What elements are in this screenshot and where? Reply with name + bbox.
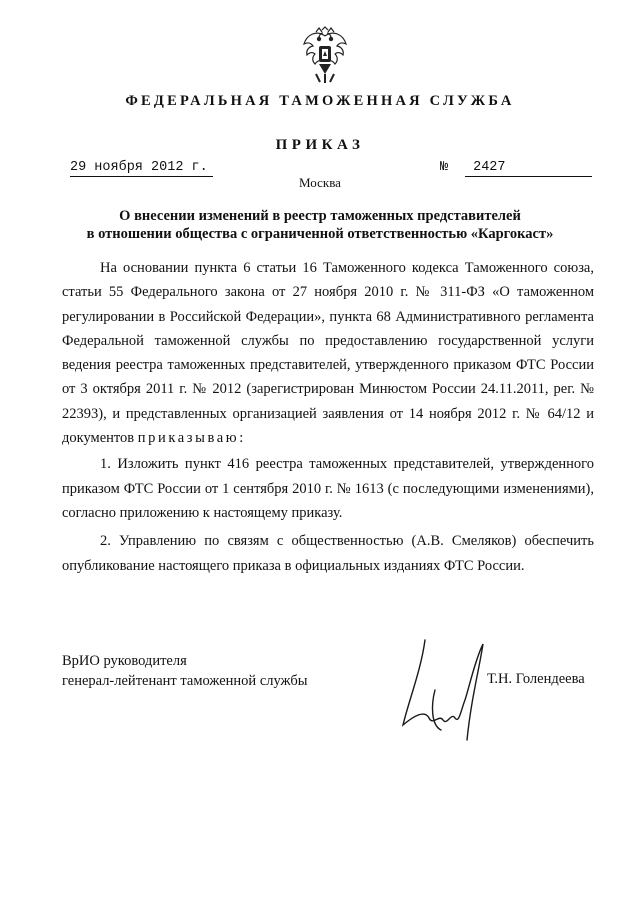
preamble-text: На основании пункта 6 статьи 16 Таможенного кодекса Таможенного союза, статьи 55 Федерального закона от 27 ноября 2010 г. № 311-ФЗ «О таможенном регулировании в Российской Федерации», пункта 68 Административного регламента Федеральной таможенной службы по предоставлению государственной услуги ведения реестра таможенных представителей, утвержденного приказом ФТС России от 3 октября 2011 г. № 2012 (зарегистрирован Минюстом России 24.11.2011, рег. № 22393), и представленных организацией заявления от 14 ноября 2012 г. № 64/12 и документов	[62, 260, 594, 447]
issue-city: Москва	[299, 175, 341, 190]
order-title-line-1: О внесении изменений в реестр таможенных представителей	[119, 208, 521, 224]
signatory-position-line-1: ВрИО руководителя	[62, 653, 187, 669]
order-title-line-2: в отношении общества с ограниченной ответственностью «Каргокаст»	[86, 226, 554, 242]
signatory-position	[62, 651, 308, 691]
order-date: 29 ноября 2012 г.	[70, 160, 213, 177]
preamble-paragraph	[62, 256, 594, 450]
handwritten-signature	[395, 630, 495, 750]
signatory-position-line-2: генерал-лейтенант таможенной службы	[62, 673, 308, 689]
order-number-label: №	[440, 160, 449, 175]
order-item-1: 1. Изложить пункт 416 реестра таможенных представителей, утвержденного приказом ФТС России от 1 сентября 2010 г. № 1613 (с последующими изменениями), согласно приложению к настоящему приказу.	[62, 456, 594, 521]
signatory-name: Т.Н. Голендеева	[487, 671, 585, 687]
order-title	[60, 207, 580, 243]
order-item-2: 2. Управлению по связям с общественностью (А.В. Смеляков) обеспечить опубликование настоящего приказа в официальных изданиях ФТС России.	[62, 533, 594, 574]
order-word: приказываю:	[137, 430, 246, 447]
document-type: ПРИКАЗ	[275, 137, 365, 153]
coat-of-arms-emblem-icon	[302, 26, 348, 84]
agency-name: ФЕДЕРАЛЬНАЯ ТАМОЖЕННАЯ СЛУЖБА	[125, 93, 515, 109]
order-number-value: 2427	[473, 160, 506, 175]
order-body	[62, 256, 594, 578]
